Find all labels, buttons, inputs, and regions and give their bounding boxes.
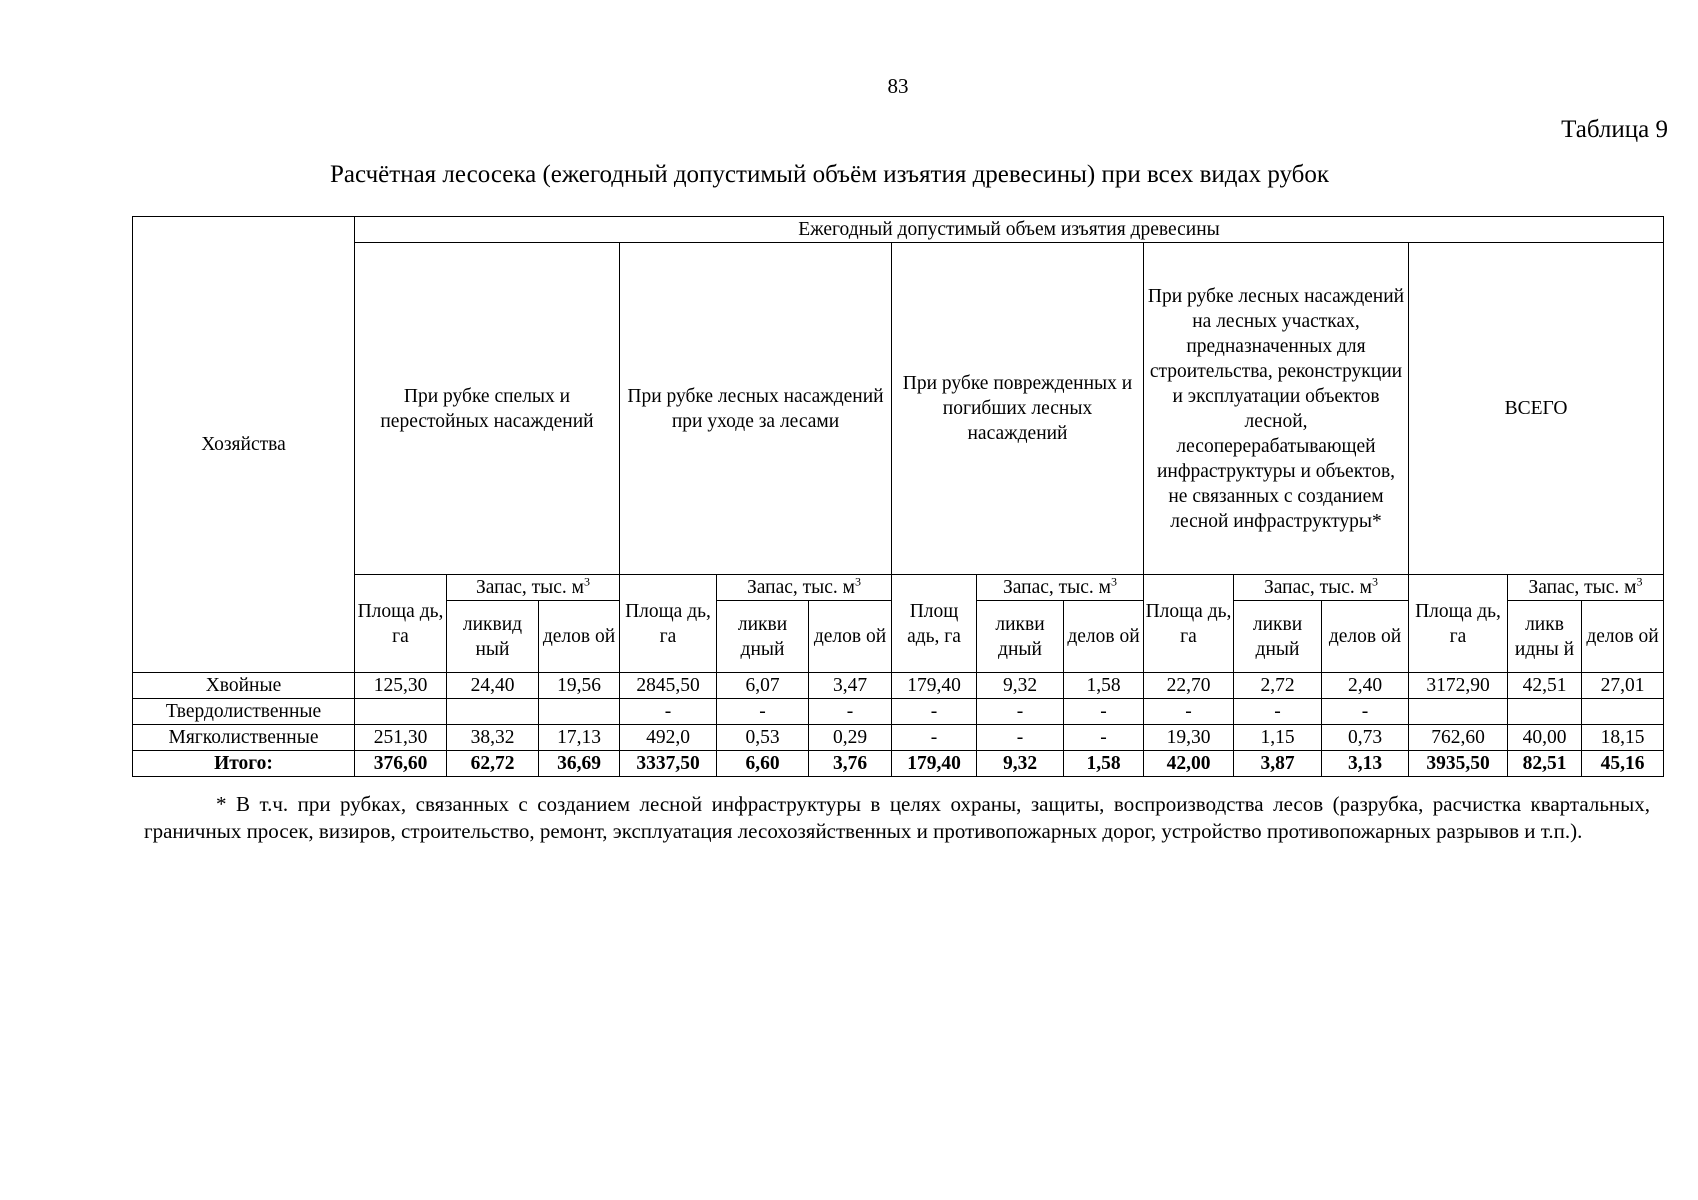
table-cell — [1582, 699, 1664, 725]
table-cell — [539, 699, 620, 725]
table-cell: 38,32 — [447, 725, 539, 751]
table-cell: - — [1064, 699, 1144, 725]
table-cell: 19,30 — [1144, 725, 1234, 751]
table-cell: 19,56 — [539, 673, 620, 699]
table-cell: - — [717, 699, 809, 725]
table-cell: - — [809, 699, 892, 725]
table-total-row — [133, 751, 1664, 777]
table-cell: 0,53 — [717, 725, 809, 751]
table-cell: 3337,50 — [620, 751, 717, 777]
table-cell: 1,58 — [1064, 751, 1144, 777]
table-cell: 27,01 — [1582, 673, 1664, 699]
table-cell: 9,32 — [977, 751, 1064, 777]
group-header-cell: При рубке лесных насаждений на лесных участках, предназначенных для строительства, реконструкции и эксплуатации объектов лесной, лесоперерабатывающей инфраструктуры и объектов, не связанных с созданием лесной инфраструктуры* — [1144, 243, 1409, 575]
area-header-cell: Площ адь, га — [892, 575, 977, 673]
table-cell — [355, 699, 447, 725]
footnote: * В т.ч. при рубках, связанных с созданием лесной инфраструктуры в целях охраны, защиты, воспроизводства лесов (разрубка, расчистка квартальных, граничных просек, визиров, строительство, ремонт, эксплуатация лесохозяйственных и противопожарных дорог, устройство противопожарных разрывов и т.п.). — [144, 792, 1650, 843]
table-cell: 2845,50 — [620, 673, 717, 699]
zapas-header-cell — [1508, 575, 1664, 601]
unit-exponent: 3 — [1372, 574, 1379, 589]
area-header-cell: Площа дь, га — [1144, 575, 1234, 673]
group-header-cell: ВСЕГО — [1409, 243, 1664, 575]
table-cell: 762,60 — [1409, 725, 1508, 751]
table-row — [133, 699, 1664, 725]
table-row — [133, 725, 1664, 751]
zapas-header-cell — [717, 575, 892, 601]
zapas-header-cell — [977, 575, 1144, 601]
table-cell: - — [1322, 699, 1409, 725]
area-header-cell: Площа дь, га — [355, 575, 447, 673]
top-header-cell: Ежегодный допустимый объем изъятия древесины — [355, 217, 1664, 243]
table-cell: 0,73 — [1322, 725, 1409, 751]
zapas-label: Запас, тыс. м — [746, 577, 856, 598]
unit-exponent: 3 — [1111, 574, 1118, 589]
table-cell: 22,70 — [1144, 673, 1234, 699]
table-cell: 17,13 — [539, 725, 620, 751]
table-cell: 376,60 — [355, 751, 447, 777]
sub-header-cell: делов ой — [809, 601, 892, 673]
table-cell — [1508, 699, 1582, 725]
sub-header-cell: ликвид ный — [447, 601, 539, 673]
table-cell: 2,40 — [1322, 673, 1409, 699]
zapas-header-cell — [1234, 575, 1409, 601]
row-header-cell: Хозяйства — [133, 217, 355, 673]
table-row — [133, 673, 1664, 699]
table-cell: 0,29 — [809, 725, 892, 751]
sub-header-cell: ликви дный — [977, 601, 1064, 673]
sub-header-cell: ликви дный — [1234, 601, 1322, 673]
table-cell: 251,30 — [355, 725, 447, 751]
table-cell: - — [977, 725, 1064, 751]
table-cell: 18,15 — [1582, 725, 1664, 751]
sub-header-cell: делов ой — [539, 601, 620, 673]
table-cell: 9,32 — [977, 673, 1064, 699]
table-cell: - — [1064, 725, 1144, 751]
row-name-cell: Твердолиственные — [133, 699, 355, 725]
table-cell: 82,51 — [1508, 751, 1582, 777]
table-cell: 3935,50 — [1409, 751, 1508, 777]
table-cell: - — [1234, 699, 1322, 725]
table-cell: 3,13 — [1322, 751, 1409, 777]
table-cell: 42,00 — [1144, 751, 1234, 777]
zapas-label: Запас, тыс. м — [1263, 577, 1373, 598]
table-cell: 125,30 — [355, 673, 447, 699]
table-cell: 6,07 — [717, 673, 809, 699]
table-cell: 3,87 — [1234, 751, 1322, 777]
group-header-cell: При рубке поврежденных и погибших лесных насаждений — [892, 243, 1144, 575]
table-cell: 36,69 — [539, 751, 620, 777]
group-header-cell: При рубке спелых и перестойных насаждений — [355, 243, 620, 575]
zapas-label: Запас, тыс. м — [1002, 577, 1112, 598]
sub-header-cell: делов ой — [1582, 601, 1664, 673]
sub-header-cell: делов ой — [1322, 601, 1409, 673]
table-body — [133, 673, 1664, 777]
table-cell — [1409, 699, 1508, 725]
table-cell: 3,47 — [809, 673, 892, 699]
table-cell: 3172,90 — [1409, 673, 1508, 699]
table-cell: 40,00 — [1508, 725, 1582, 751]
area-header-cell: Площа дь, га — [1409, 575, 1508, 673]
table-cell: 42,51 — [1508, 673, 1582, 699]
area-header-cell: Площа дь, га — [620, 575, 717, 673]
table-cell: 1,58 — [1064, 673, 1144, 699]
row-name-cell: Итого: — [133, 751, 355, 777]
table-cell: 6,60 — [717, 751, 809, 777]
table-cell: - — [620, 699, 717, 725]
table-cell: 179,40 — [892, 673, 977, 699]
table-cell: 45,16 — [1582, 751, 1664, 777]
table-cell: - — [977, 699, 1064, 725]
table-cell: - — [892, 699, 977, 725]
zapas-header-cell — [447, 575, 620, 601]
table-cell: 3,76 — [809, 751, 892, 777]
zapas-label: Запас, тыс. м — [1528, 577, 1637, 598]
table-cell: 492,0 — [620, 725, 717, 751]
sub-header-cell: ликв идны й — [1508, 601, 1582, 673]
table-cell: - — [1144, 699, 1234, 725]
page-number: 83 — [887, 74, 909, 98]
unit-exponent: 3 — [855, 574, 862, 589]
sub-header-cell: ликви дный — [717, 601, 809, 673]
table-cell: 2,72 — [1234, 673, 1322, 699]
table-label: Таблица 9 — [1561, 116, 1668, 143]
group-header-cell: При рубке лесных насаждений при уходе за лесами — [620, 243, 892, 575]
table-cell: 24,40 — [447, 673, 539, 699]
table-cell: 1,15 — [1234, 725, 1322, 751]
table-cell: - — [892, 725, 977, 751]
table-cell: 179,40 — [892, 751, 977, 777]
harvest-table — [132, 216, 1664, 777]
sub-header-cell: делов ой — [1064, 601, 1144, 673]
unit-exponent: 3 — [1636, 574, 1643, 589]
unit-exponent: 3 — [584, 574, 591, 589]
row-name-cell: Хвойные — [133, 673, 355, 699]
row-name-cell: Мягколиственные — [133, 725, 355, 751]
page-title: Расчётная лесосека (ежегодный допустимый объём изъятия древесины) при всех видах рубок — [330, 161, 1330, 188]
table-cell — [447, 699, 539, 725]
table-cell: 62,72 — [447, 751, 539, 777]
zapas-label: Запас, тыс. м — [475, 577, 585, 598]
